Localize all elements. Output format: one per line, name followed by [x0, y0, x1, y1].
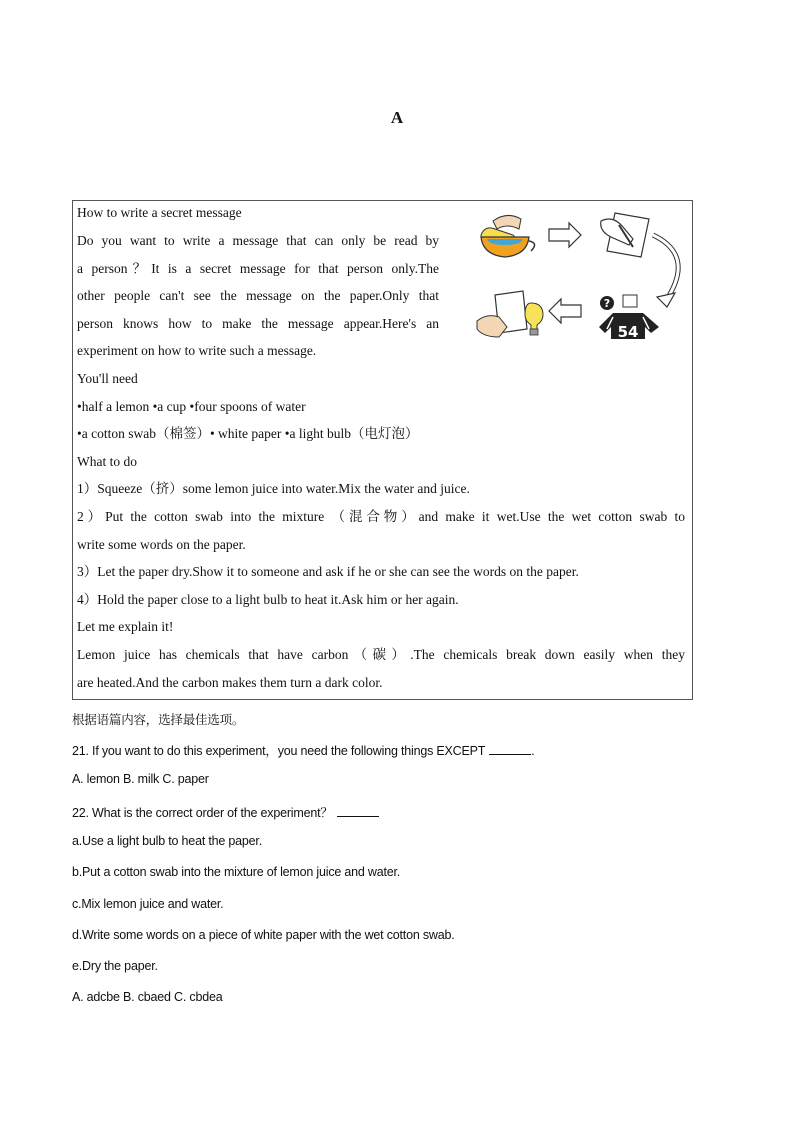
- step-line: 2）Put the cotton swab into the mixture （混合物）and make it wet.Use the wet cotton swab to: [77, 509, 685, 524]
- answer-blank[interactable]: [489, 744, 531, 755]
- svg-text:?: ?: [603, 297, 611, 310]
- question-22: [72, 803, 379, 821]
- step-line: write some words on the paper.: [77, 537, 246, 552]
- need-line: •half a lemon •a cup •four spoons of water: [77, 399, 306, 414]
- passage-heading: How to write a secret message: [77, 205, 242, 220]
- intro-line: person knows how to make the message appear.Here's an: [77, 316, 439, 331]
- step-line: 4）Hold the paper close to a light bulb to heat it.Ask him or her again.: [77, 592, 459, 607]
- question-number: 21.: [72, 744, 89, 758]
- experiment-illustration: [473, 205, 693, 340]
- arrow-right-icon: [549, 223, 581, 247]
- question-text: If you want to do this experiment，you need the following things EXCEPT: [88, 744, 486, 758]
- intro-line: Do you want to write a message that can only be read by: [77, 233, 439, 248]
- todo-heading: What to do: [77, 454, 137, 469]
- person-jersey-icon: [599, 295, 659, 340]
- jersey-number: 54: [617, 323, 639, 340]
- order-item: a.Use a light bulb to heat the paper.: [72, 834, 262, 848]
- order-item: b.Put a cotton swab into the mixture of lemon juice and water.: [72, 865, 401, 879]
- question-number: 22.: [72, 806, 89, 820]
- order-item: d.Write some words on a piece of white paper with the wet cotton swab.: [72, 928, 455, 942]
- intro-line: experiment on how to write such a message.: [77, 343, 317, 358]
- instruction: 根据语篇内容，选择最佳选项。: [72, 712, 245, 727]
- explain-line: Lemon juice has chemicals that have carbon（碳）.The chemicals break down easily when they: [77, 647, 685, 662]
- explain-line: are heated.And the carbon makes them turn a dark color.: [77, 675, 383, 690]
- need-line: •a cotton swab（棉签）• white paper •a light bulb（电灯泡）: [77, 426, 419, 441]
- answer-blank[interactable]: [337, 806, 379, 817]
- paper-bulb-icon: [477, 291, 543, 337]
- section-title: A: [390, 108, 404, 127]
- question-21-options: A. lemon B. milk C. paper: [72, 772, 209, 786]
- hand-writing-icon: [601, 213, 649, 257]
- step-line: 3）Let the paper dry.Show it to someone and ask if he or she can see the words on the paper.: [77, 564, 579, 579]
- order-item: c.Mix lemon juice and water.: [72, 897, 224, 911]
- question-tail: .: [531, 744, 535, 758]
- question-text: What is the correct order of the experiment？: [88, 806, 333, 820]
- lemon-cup-icon: [481, 215, 535, 257]
- step-line: 1）Squeeze（挤）some lemon juice into water.Mix the water and juice.: [77, 481, 470, 496]
- need-heading: You'll need: [77, 371, 138, 386]
- passage-box: [72, 200, 693, 700]
- question-21: [72, 741, 535, 759]
- explain-heading: Let me explain it!: [77, 619, 174, 634]
- intro-line: other people can't see the message on the paper.Only that: [77, 288, 439, 303]
- intro-line: a person？It is a secret message for that person only.The: [77, 261, 439, 276]
- arrow-left-icon: [549, 299, 581, 323]
- question-22-options: A. adcbe B. cbaed C. cbdea: [72, 990, 223, 1004]
- order-item: e.Dry the paper.: [72, 959, 158, 973]
